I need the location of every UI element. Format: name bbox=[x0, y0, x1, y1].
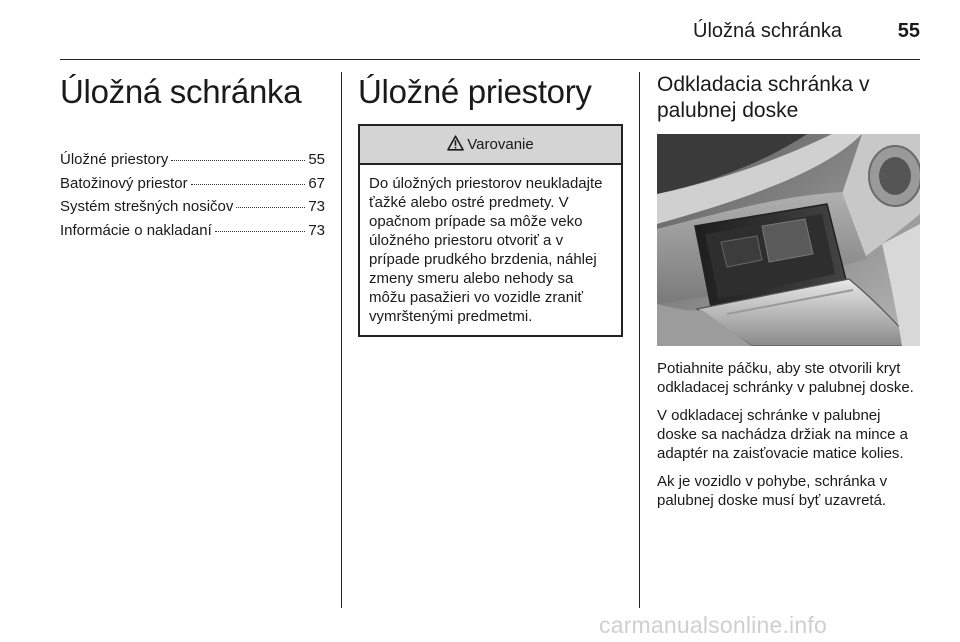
running-title: Úložná schránka bbox=[693, 20, 842, 42]
column-divider bbox=[639, 72, 640, 608]
toc-label: Úložné priestory bbox=[60, 151, 169, 168]
toc-label: Informácie o nakladaní bbox=[60, 221, 212, 239]
toc-label: Batožinový priestor bbox=[60, 174, 188, 192]
paragraph: Potiahnite páčku, aby ste otvorili kryt odkladacej schránky v palubnej doske. bbox=[657, 360, 914, 396]
table-of-contents bbox=[60, 148, 325, 242]
column-storage-areas bbox=[358, 72, 623, 337]
toc-page: 73 bbox=[308, 198, 325, 215]
warning-triangle-icon bbox=[447, 128, 464, 165]
section-title: Úložné priestory bbox=[358, 73, 592, 110]
paragraph: Ak je vozidlo v pohybe, schránka v palubnej doske musí byť uzavretá. bbox=[657, 473, 888, 509]
glovebox-photo bbox=[657, 134, 920, 346]
toc-leader bbox=[215, 231, 306, 232]
toc-item[interactable] bbox=[60, 172, 325, 196]
watermark-link[interactable]: carmanualsonline.info bbox=[599, 612, 827, 638]
toc-page: 67 bbox=[308, 174, 325, 192]
page-number: 55 bbox=[897, 20, 920, 42]
paragraph: V odkladacej schránke v palubnej doske sa nachádza držiak na mince a adaptér na zaisťovacie matice kolies. bbox=[657, 407, 908, 462]
section-title: Odkladacia schránka v palubnej doske bbox=[657, 73, 870, 122]
toc-page: 55 bbox=[308, 151, 325, 168]
toc-leader bbox=[191, 184, 306, 185]
running-header bbox=[60, 16, 920, 52]
toc-leader bbox=[171, 160, 305, 161]
toc-page: 73 bbox=[308, 221, 325, 239]
toc-item[interactable] bbox=[60, 219, 325, 243]
column-divider bbox=[341, 72, 342, 608]
warning-box bbox=[358, 124, 623, 337]
warning-heading: Varovanie bbox=[467, 136, 534, 153]
column-chapter bbox=[60, 72, 325, 242]
toc-item[interactable] bbox=[60, 195, 325, 219]
toc-item[interactable] bbox=[60, 148, 325, 172]
chapter-title: Úložná schránka bbox=[60, 73, 302, 110]
warning-text: Do úložných priestorov neukladajte ťažké alebo ostré predmety. V opačnom prípade sa môže veko úložného priestoru otvoriť a v prípade prudkého brzdenia, náhlej zmeny smeru alebo nehody sa môžu pasažieri vo vozidle zraniť vymrštenými predmetmi. bbox=[369, 175, 603, 325]
toc-leader bbox=[236, 207, 305, 208]
toc-label: Systém strešných nosičov bbox=[60, 198, 234, 215]
column-glovebox bbox=[657, 72, 920, 510]
header-rule bbox=[60, 59, 920, 60]
warning-header bbox=[360, 126, 621, 165]
